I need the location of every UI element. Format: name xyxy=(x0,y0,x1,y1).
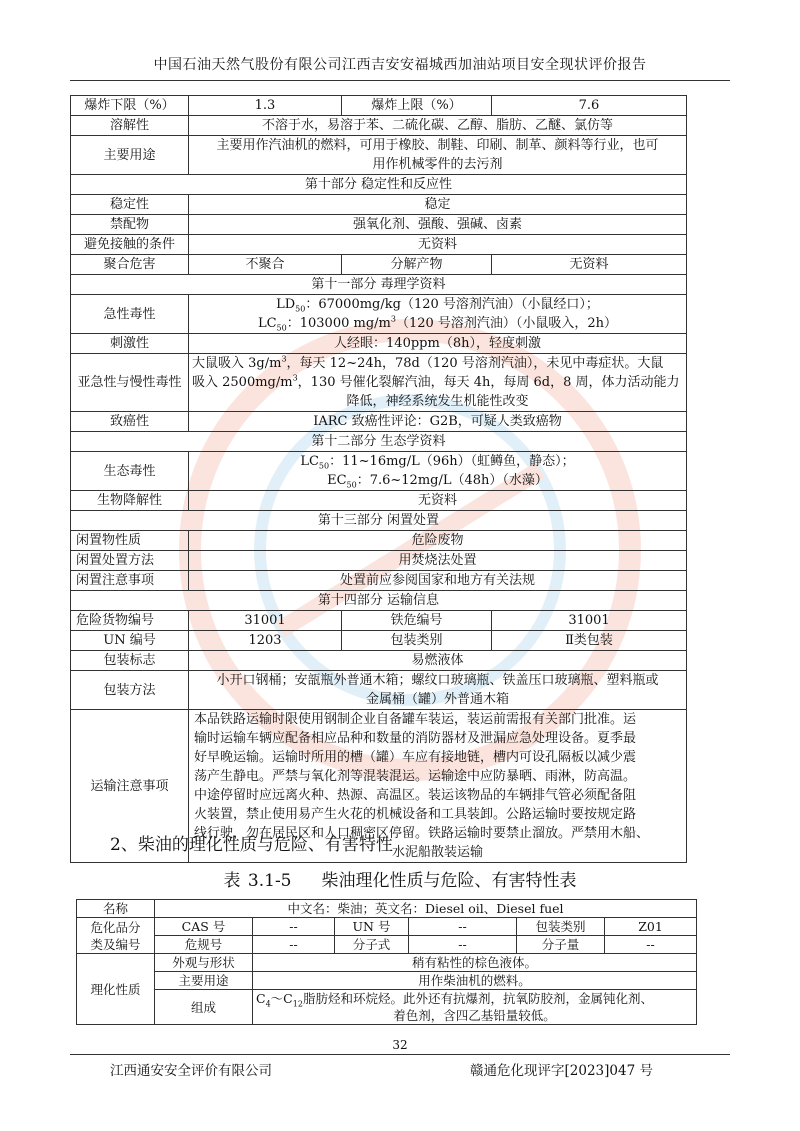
cell-value: 稳定 xyxy=(189,195,687,215)
page-header-title: 中国石油天然气股份有限公司江西吉安安福城西加油站项目安全现状评价报告 xyxy=(153,57,647,73)
text-frag: 吸入 2500mg/m xyxy=(192,375,293,390)
cell-value: 无资料 xyxy=(492,255,687,275)
cell-label: 危险货物编号 xyxy=(71,611,189,631)
text-line xyxy=(192,354,683,373)
table-row xyxy=(71,255,687,275)
text-line: 危化品分 xyxy=(90,919,141,935)
cell-value: 危险废物 xyxy=(189,531,687,551)
cell-label: 包装标志 xyxy=(71,651,189,671)
table-row xyxy=(71,551,687,571)
table-row xyxy=(71,195,687,215)
text-line xyxy=(192,295,683,314)
text-frag: EC xyxy=(327,473,347,488)
text-line: 本品铁路运输时限使用钢制企业自备罐车装运，装运前需报有关部门批准。运 xyxy=(194,712,637,727)
section-heading: 第十部分 稳定性和反应性 xyxy=(71,175,687,195)
cell-label: CAS 号 xyxy=(155,918,253,936)
text-line: 主要用作汽油机的燃料，可用于橡胶、制鞋、印刷、制革、颜料等行业，也可 xyxy=(216,138,659,153)
cell-label: 致癌性 xyxy=(71,412,189,432)
table-row xyxy=(77,918,697,936)
cell-value: -- xyxy=(605,936,697,954)
cell-value: 不溶于水，易溶于苯、二硫化碳、乙醇、脂肪、乙醚、氯仿等 xyxy=(189,116,687,136)
text-line: 类及编号 xyxy=(90,936,141,952)
text-line: 输时运输车辆应配备相应品种和数量的消防器材及泄漏应急处理设备。夏季最 xyxy=(194,731,637,746)
section-heading-row xyxy=(71,175,687,195)
text-line xyxy=(192,471,683,490)
caption-number: 表 3.1-5 xyxy=(223,871,292,891)
table-row xyxy=(71,412,687,432)
section-heading-row xyxy=(71,432,687,452)
subscript: 4 xyxy=(265,999,271,1009)
superscript: 3 xyxy=(292,373,298,383)
cell-value: -- xyxy=(253,918,335,936)
cell-label: 闲置物性质 xyxy=(71,531,189,551)
table-row xyxy=(71,631,687,651)
cell-value xyxy=(189,136,687,175)
section-heading: 第十一部分 毒理学资料 xyxy=(71,275,687,295)
section-title: 2、柴油的理化性质与危险、有害特性 xyxy=(110,835,393,855)
cell-label xyxy=(77,918,155,954)
cell-label: 溶解性 xyxy=(71,116,189,136)
cell-value: 无资料 xyxy=(189,235,687,255)
table-row xyxy=(71,215,687,235)
subscript: 50 xyxy=(346,480,357,490)
cell-label: 理化性质 xyxy=(77,954,155,1025)
table-row xyxy=(71,235,687,255)
table-row xyxy=(71,96,687,116)
cell-label: 包装方法 xyxy=(71,671,189,710)
cell-value: 无资料 xyxy=(189,491,687,511)
cell-value: 中文名：柴油；英文名：Diesel oil、Diesel fuel xyxy=(155,900,697,918)
cell-label: 组成 xyxy=(155,990,253,1025)
table-row xyxy=(71,136,687,175)
cell-label: 主要用途 xyxy=(155,972,253,990)
table-row xyxy=(71,611,687,631)
header-rule xyxy=(70,80,730,81)
table-caption xyxy=(0,866,800,891)
cell-value: 易燃液体 xyxy=(189,651,687,671)
section-heading: 第十二部分 生态学资料 xyxy=(71,432,687,452)
text-line xyxy=(192,314,683,333)
cell-value: 不聚合 xyxy=(189,255,342,275)
footer-report-number: 赣通危化现评字[2023]047 号 xyxy=(470,1063,653,1079)
cell-value: 1.3 xyxy=(189,96,342,116)
text-line: 降低，神经系统发生机能性改变 xyxy=(346,394,529,409)
cell-label: 爆炸上限（%） xyxy=(342,96,492,116)
cell-value xyxy=(189,354,687,412)
cell-label: 包装类别 xyxy=(342,631,492,651)
section-heading-row xyxy=(71,591,687,611)
text-frag: （120 号溶剂汽油）（小鼠吸入，2h） xyxy=(395,316,618,331)
cell-label: 避免接触的条件 xyxy=(71,235,189,255)
cell-value: -- xyxy=(253,936,335,954)
text-line xyxy=(192,373,683,392)
section-heading: 第十三部分 闲置处置 xyxy=(71,511,687,531)
cell-label: 急性毒性 xyxy=(71,295,189,334)
cell-value: 用作柴油机的燃料。 xyxy=(253,972,697,990)
diesel-properties-table xyxy=(76,899,697,1025)
table-row xyxy=(77,972,697,990)
table-row xyxy=(77,936,697,954)
superscript: 3 xyxy=(390,314,396,324)
text-line: 火装置，禁止使用易产生火花的机械设备和工具装卸。公路运输时要按规定路 xyxy=(194,807,637,822)
cell-value: 处置前应参阅国家和地方有关法规 xyxy=(189,571,687,591)
subscript: 50 xyxy=(318,461,330,471)
footer-company: 江西通安安全评价有限公司 xyxy=(110,1063,272,1079)
cell-value: 31001 xyxy=(492,611,687,631)
cell-label: 主要用途 xyxy=(71,136,189,175)
cell-value: Ⅱ类包装 xyxy=(492,631,687,651)
text-frag: C xyxy=(256,991,266,1006)
table-row xyxy=(77,900,697,918)
text-line: 荡产生静电。严禁与氧化剂等混装混运。运输途中应防暴晒、雨淋，防高温。 xyxy=(194,769,637,784)
table-row xyxy=(71,651,687,671)
cell-value: -- xyxy=(409,936,517,954)
text-frag: ：67000mg/kg（120 号溶剂汽油）（小鼠经口）； xyxy=(305,297,599,312)
cell-label: 分子式 xyxy=(335,936,409,954)
subscript: 50 xyxy=(276,323,287,333)
gasoline-properties-table xyxy=(70,95,687,863)
cell-value xyxy=(189,295,687,334)
superscript: 3 xyxy=(281,354,287,364)
table-row xyxy=(71,491,687,511)
subscript: 12 xyxy=(292,999,303,1009)
text-frag: ：7.6~12mg/L（48h）（水藻） xyxy=(356,473,548,488)
text-line xyxy=(192,452,683,471)
cell-label: 生态毒性 xyxy=(71,452,189,491)
page-number: 32 xyxy=(392,1038,408,1052)
text-frag: LD xyxy=(276,297,296,312)
cell-value: IARC 致癌性评论：G2B，可疑人类致癌物 xyxy=(189,412,687,432)
text-line: 中途停留时应远离火种、热源、高温区。装运该物品的车辆排气管必须配备阻 xyxy=(194,788,637,803)
text-line: 水泥船散装运输 xyxy=(391,845,483,860)
cell-label: 刺激性 xyxy=(71,334,189,354)
table-row xyxy=(71,671,687,710)
cell-label: 聚合危害 xyxy=(71,255,189,275)
text-frag: 大鼠吸入 3g/m xyxy=(192,356,282,371)
text-frag: ，每天 12~24h，78d（120 号溶剂汽油），未见中毒症状。大鼠 xyxy=(286,356,664,371)
cell-label: 稳定性 xyxy=(71,195,189,215)
cell-label: 爆炸下限（%） xyxy=(71,96,189,116)
cell-label: 分解产物 xyxy=(342,255,492,275)
cell-value: Z01 xyxy=(605,918,697,936)
table-row xyxy=(71,295,687,334)
cell-label: UN 编号 xyxy=(71,631,189,651)
text-line: 线行驶，勿在居民区和人口稠密区停留。铁路运输时要禁止溜放。严禁用木船、 xyxy=(194,826,650,841)
cell-label: 运输注意事项 xyxy=(71,710,189,863)
cell-value: 7.6 xyxy=(492,96,687,116)
text-frag: LC xyxy=(257,316,277,331)
table-row xyxy=(71,571,687,591)
cell-value: 31001 xyxy=(189,611,342,631)
cell-label: 禁配物 xyxy=(71,215,189,235)
text-frag: ～C xyxy=(270,991,293,1006)
text-line: 着色剂，含四乙基铅量较低。 xyxy=(393,1008,556,1023)
cell-value: 稍有粘性的棕色液体。 xyxy=(253,954,697,972)
caption-title: 柴油理化性质与危险、有害特性表 xyxy=(321,871,577,891)
cell-value: 1203 xyxy=(189,631,342,651)
cell-label: 危规号 xyxy=(155,936,253,954)
text-line: 用作机械零件的去污剂 xyxy=(372,157,503,172)
cell-value xyxy=(253,990,697,1025)
text-line: 好早晚运输。运输时所用的槽（罐）车应有接地链，槽内可设孔隔板以减少震 xyxy=(194,750,637,765)
cell-value: 强氧化剂、强酸、强碱、卤素 xyxy=(189,215,687,235)
text-frag: ：103000 mg/m xyxy=(286,316,391,331)
table-row xyxy=(71,531,687,551)
cell-label: 名称 xyxy=(77,900,155,918)
section-heading-row xyxy=(71,275,687,295)
section-heading-row xyxy=(71,511,687,531)
text-frag: 脂肪烃和环烷烃。此外还有抗爆剂，抗氧防胶剂，金属钝化剂、 xyxy=(302,991,653,1006)
table-row xyxy=(71,452,687,491)
table-row xyxy=(77,954,697,972)
cell-value xyxy=(189,671,687,710)
cell-label: 外观与形状 xyxy=(155,954,253,972)
cell-label: 亚急性与慢性毒性 xyxy=(71,354,189,412)
cell-label: 包装类别 xyxy=(517,918,605,936)
table-row xyxy=(71,354,687,412)
cell-label: 铁危编号 xyxy=(342,611,492,631)
table-row xyxy=(71,116,687,136)
text-line xyxy=(256,990,693,1007)
cell-label: 生物降解性 xyxy=(71,491,189,511)
subscript: 50 xyxy=(295,304,306,314)
table-row xyxy=(71,334,687,354)
text-line: 小开口钢桶；安瓿瓶外普通木箱；螺纹口玻璃瓶、铁盖压口玻璃瓶、塑料瓶或 xyxy=(216,673,659,688)
text-line: 金属桶（罐）外普通木箱 xyxy=(365,692,509,707)
footer-rule xyxy=(70,1054,730,1055)
cell-value: -- xyxy=(409,918,517,936)
section-heading: 第十四部分 运输信息 xyxy=(71,591,687,611)
text-frag: ，130 号催化裂解汽油，每天 4h，每周 6d，8 周，体力活动能力 xyxy=(297,375,680,390)
table-row xyxy=(77,990,697,1025)
cell-value xyxy=(189,452,687,491)
cell-value: 人经眼：140ppm（8h），轻度刺激 xyxy=(189,334,687,354)
cell-label: 分子量 xyxy=(517,936,605,954)
cell-label: 闲置注意事项 xyxy=(71,571,189,591)
text-frag: ：11~16mg/L（96h）（虹鳟鱼，静态）； xyxy=(329,454,575,469)
cell-label: UN 号 xyxy=(335,918,409,936)
cell-value: 用焚烧法处置 xyxy=(189,551,687,571)
cell-label: 闲置处置方法 xyxy=(71,551,189,571)
text-frag: LC xyxy=(300,454,319,469)
